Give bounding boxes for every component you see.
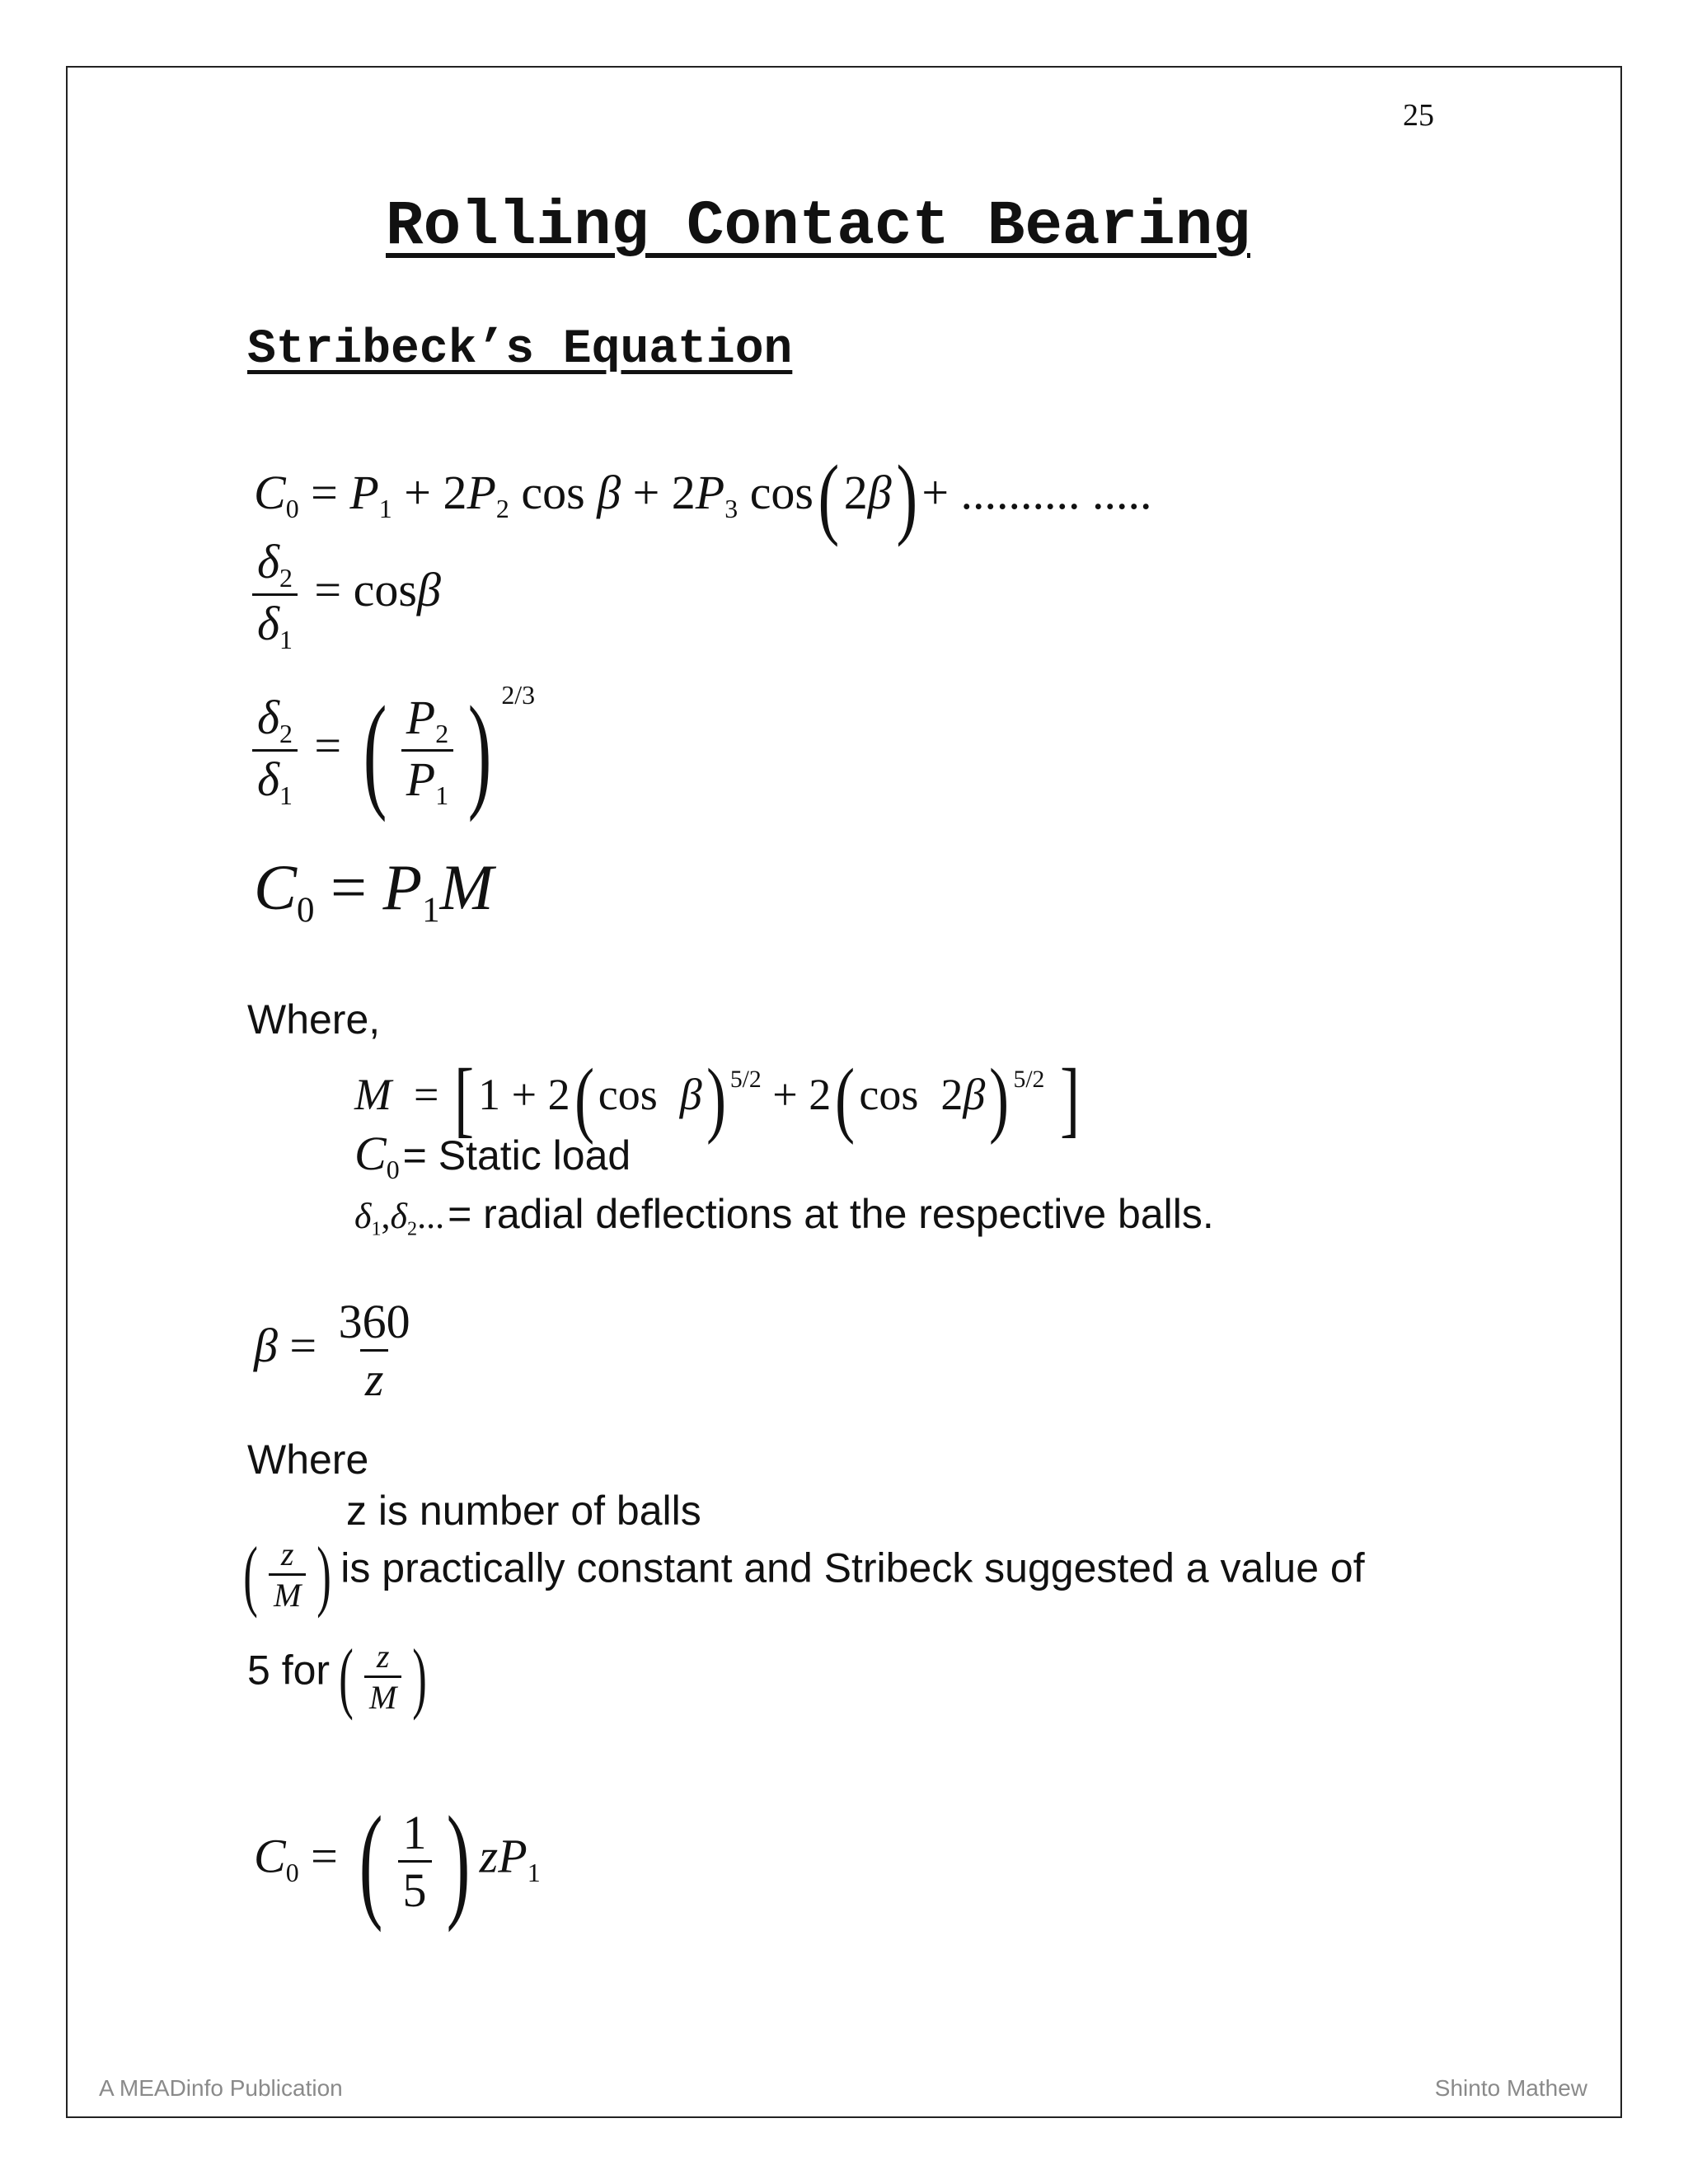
equation-deflection-ratio: $\frac{\delta_2}{\delta_1}$ = cosβ xyxy=(247,534,441,655)
equation-c0-final: $C_0$ = ( $\frac{1}{5}$ ) $zP_1$ xyxy=(254,1789,541,1933)
equation-load-ratio: $\frac{\delta_2}{\delta_1}$ = ( $\frac{P_2}{P_1}$ ) $^{2/3}$ xyxy=(247,681,535,815)
footer-author: Shinto Mathew xyxy=(1434,2075,1587,2101)
section-heading: Stribeck’s Equation xyxy=(247,323,793,377)
where-label-2: Where xyxy=(247,1436,369,1483)
where-label: Where, xyxy=(247,996,381,1043)
page-title: Rolling Contact Bearing xyxy=(386,191,1250,262)
equation-c0-p1m: $C_0 = P_1M$ xyxy=(254,851,494,930)
z-definition: z is number of balls xyxy=(346,1488,701,1534)
page-number: 25 xyxy=(1403,98,1434,133)
footer-publisher: A MEADinfo Publication xyxy=(99,2075,343,2101)
definition-deflections: $\delta_1,\delta_2$... = radial deflections at the respective balls. xyxy=(354,1191,1214,1240)
constant-statement: ( $\frac{z}{M}$ ) is practically constant and Stribeck suggested a value of xyxy=(243,1530,1365,1619)
equation-m-definition: M = [1 + 2(cos β) $^{5/2}$ + 2(cos 2β) $^{5/2}$ ] xyxy=(354,1052,1080,1146)
equation-beta: β = $\frac{360}{z}$ xyxy=(254,1295,410,1406)
definition-static-load: $C_0$ = Static load xyxy=(354,1127,631,1185)
equation-static-load-series: $C_0 = P_1 + 2P_2$ $\cos \beta + 2P_3$ cos(2β)+ .......... ..... xyxy=(254,447,1152,547)
five-for-z-over-m: 5 for ( $\frac{z}{M}$ ) xyxy=(247,1632,428,1721)
